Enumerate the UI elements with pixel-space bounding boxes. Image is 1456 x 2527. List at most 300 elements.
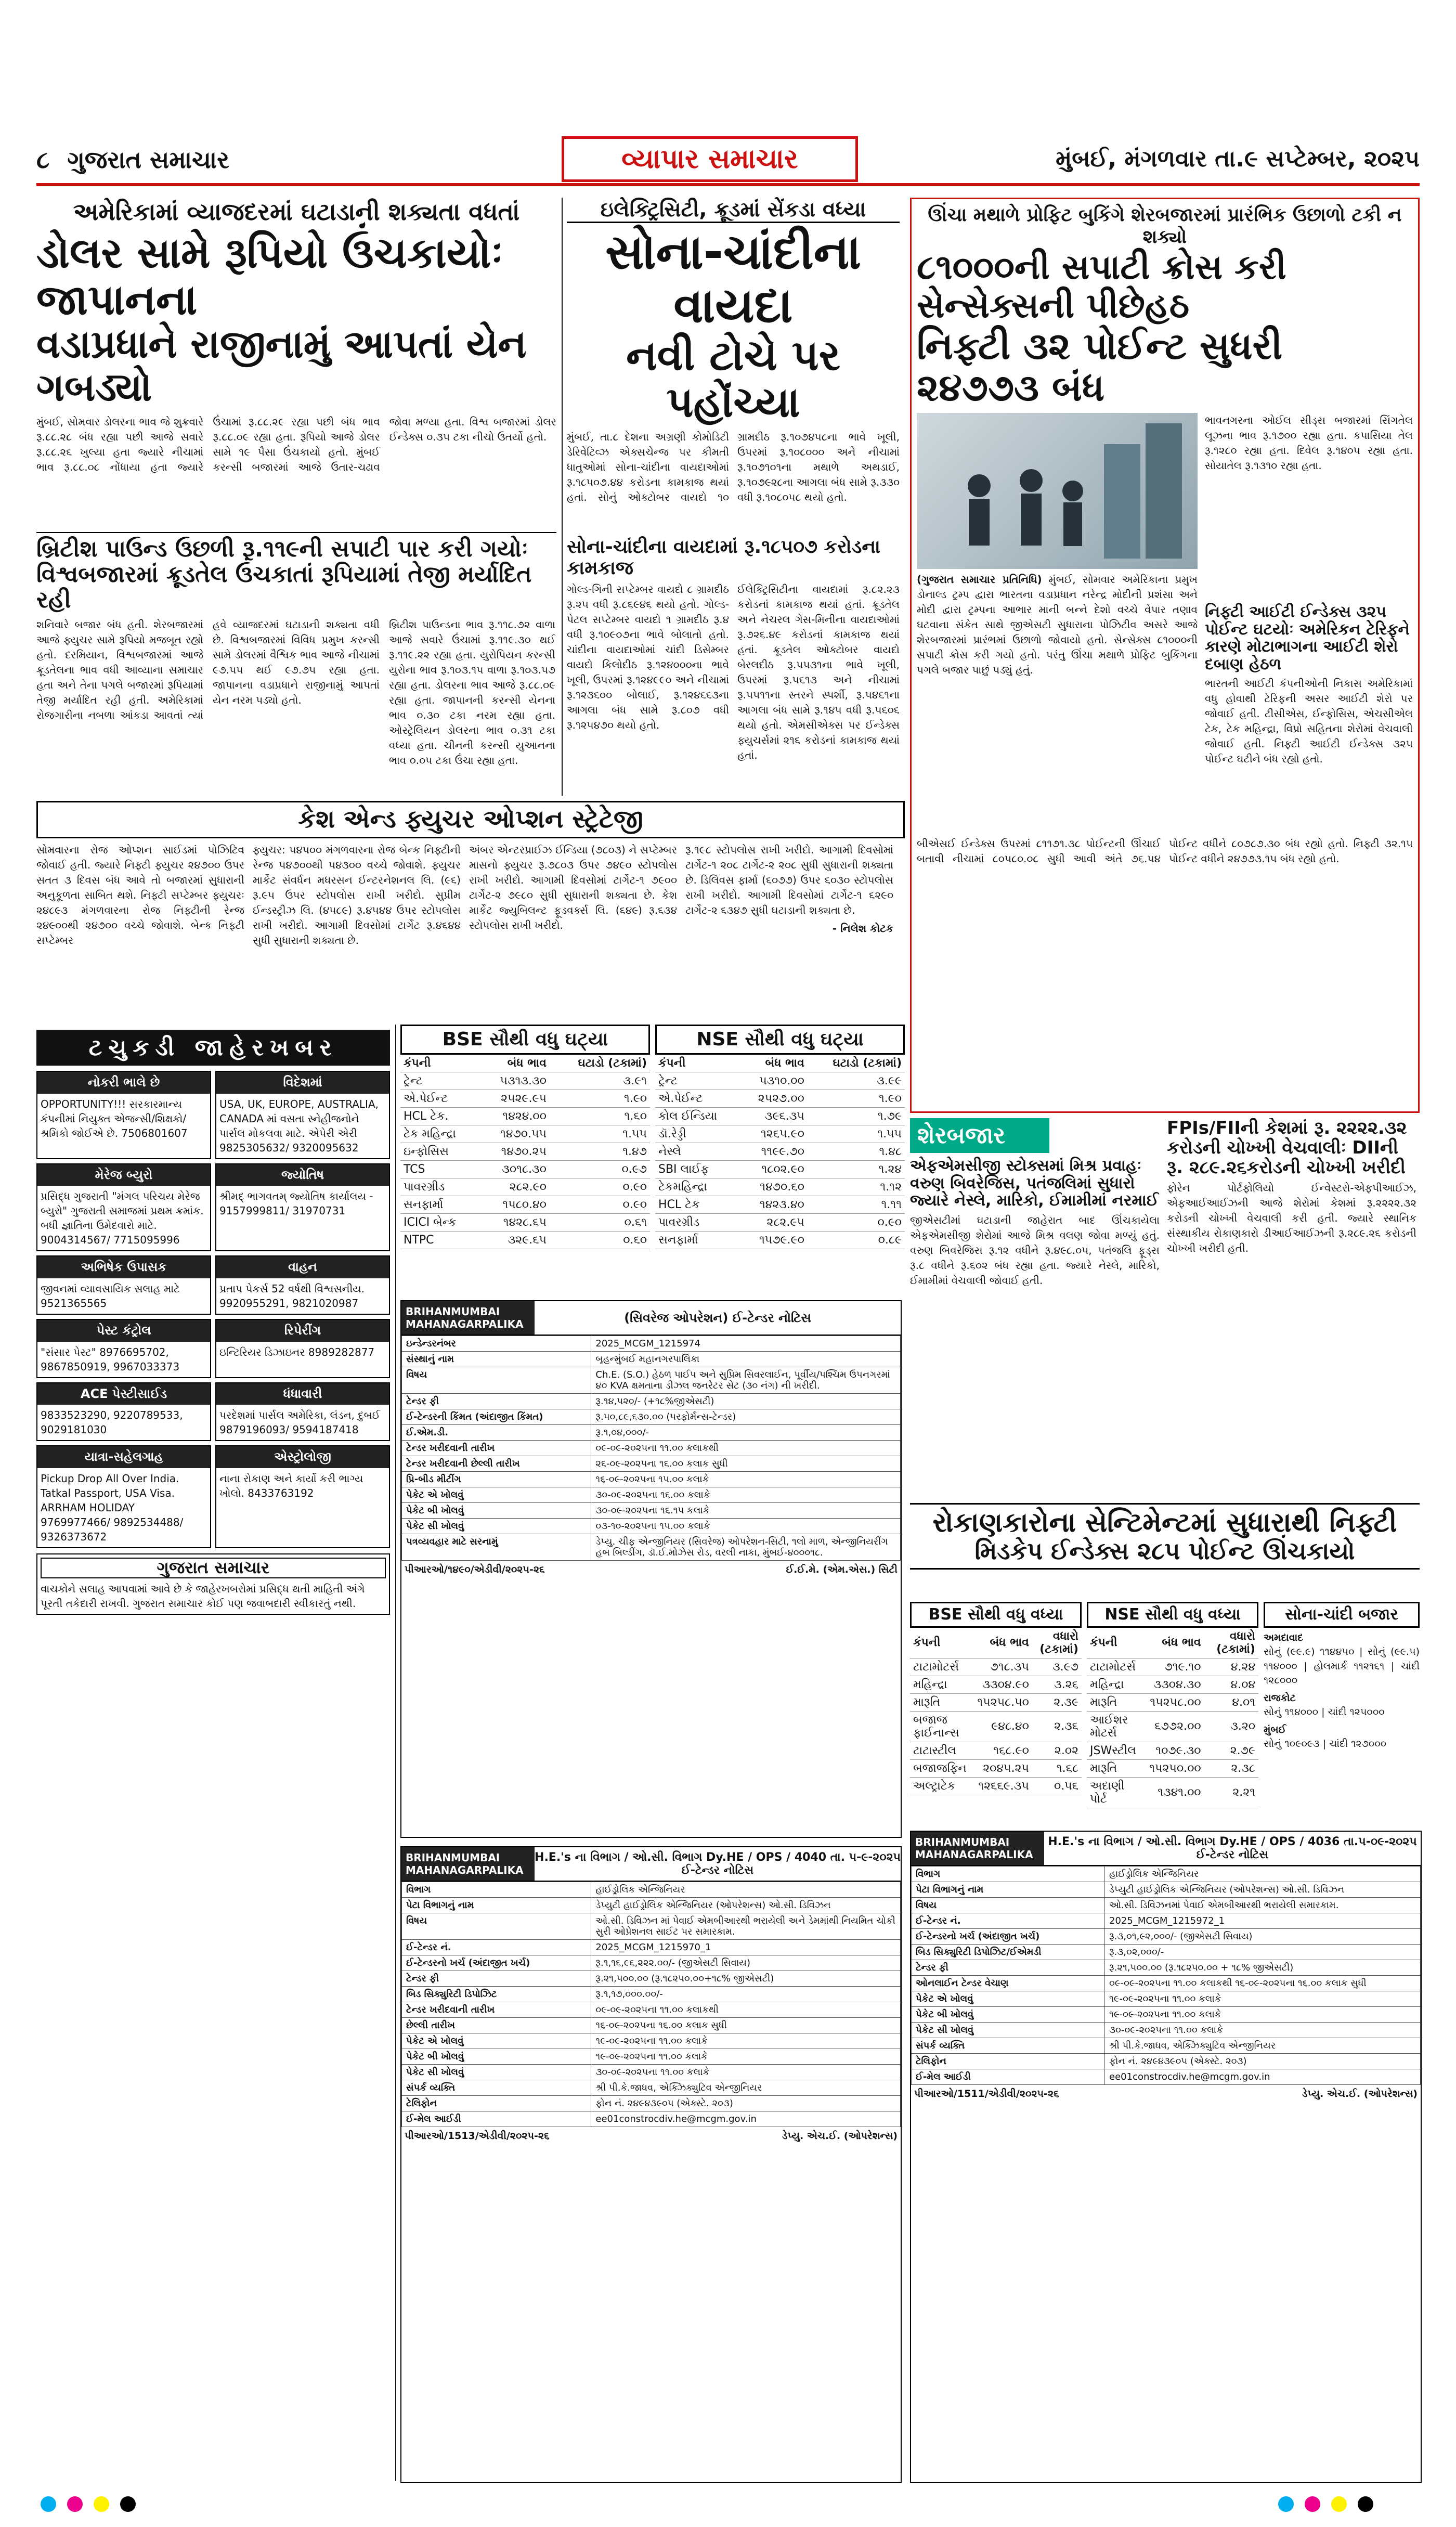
table-cell: ૧૫૮૦.૪૦ — [479, 1196, 549, 1214]
table-row — [400, 1161, 650, 1178]
tender-row — [912, 1976, 1421, 1991]
losers-table — [400, 1055, 650, 1249]
tender-value: રૂ.૧,૦૪,૦૦૦/- — [591, 1425, 901, 1441]
nse-losers-table — [655, 1025, 905, 1249]
tender-row — [402, 1472, 901, 1487]
tender-value: ફોન નં. ૨૪૯૪૩૯૦૫ (એક્સ્ટે. ૨૦૩) — [591, 2096, 901, 2111]
column-header: બંધ ભાવ — [739, 1055, 808, 1072]
table-cell: ૧૦૭૯.૩૦ — [1146, 1742, 1204, 1759]
classified-category: જ્યોતિષ — [216, 1164, 389, 1186]
page-number: ૮ — [36, 146, 50, 174]
bullion-rate: સોનું ૧૧૪૦૦૦ | ચાંદી ૧૨૫૦૦૦ — [1264, 1706, 1385, 1718]
story-headline-line2: નિફ્ટી ૩૨ પોઈન્ટ સુધરી ૨૪૭૭૩ બંધ — [917, 323, 1283, 410]
classified-ad — [36, 1071, 211, 1159]
tender-value: 2025_MCGM_1215970_1 — [591, 1940, 901, 1955]
classified-category: અભિષેક ઉપાસક — [37, 1256, 210, 1278]
table-cell: ૭૧૯.૧૦ — [1146, 1658, 1204, 1676]
table-row — [400, 1232, 650, 1249]
tender-row — [912, 1913, 1421, 1929]
table-cell: ૩૯૬.૩૫ — [739, 1108, 808, 1125]
tender-field: ઈ-ટેન્ડરનો ખર્ચ (અંદાજીત ખર્ચ) — [912, 1929, 1105, 1945]
tender-sign: ડેપ્યુ. એચ.ઈ. (ઓપરેશન્સ) — [782, 2130, 898, 2142]
story-subheadline: નિફ્ટી આઈટી ઈન્ડેક્સ ૩૨૫ પોઈન્ટ ઘટયોઃ અમેરિકન ટેરિફને કારણે મોટાભાગના આઈટી શેરો દબાણ હેઠળ — [1205, 603, 1410, 673]
story-headline-line1: સોના-ચાંદીના વાયદા — [567, 222, 900, 332]
banner-line1: રોકાણકારોના સેન્ટિમેન્ટમાં સુધારાથી નિફ્ટી — [932, 1507, 1397, 1538]
tender-value: ૦૯-૦૯-૨૦૨૫ના ૧૧.૦૦ કલાકથી — [591, 2002, 901, 2018]
column-header: કંપની — [910, 1628, 974, 1658]
story-headline-line1: ડોલર સામે રૂપિયો ઉંચકાયોઃ જાપાનના — [36, 229, 503, 324]
strategy-byline: - નિલેશ કોટક — [832, 922, 893, 935]
tender-row — [402, 1519, 901, 1534]
tender-field: પેકેટ સી ખોલવું — [402, 1519, 591, 1534]
table-cell: પાવરગ્રીડ — [655, 1214, 739, 1232]
table-cell: ૦.૯૦ — [808, 1214, 905, 1232]
table-row — [1087, 1711, 1258, 1742]
table-cell: ૪.૦૧ — [1204, 1693, 1258, 1711]
classifieds-section — [36, 1030, 390, 2481]
classified-text: USA, UK, EUROPE, AUSTRALIA, CANADA માં વસતા સ્નેહીજનોને પાર્સલ મોકલવા માટે. એપેરી એરી 9825305632/ 9320095632 — [219, 1097, 379, 1154]
story-headline-line1: ૮૧૦૦૦ની સપાટી ક્રોસ કરી સેન્સેક્સની પીછેહઠ — [917, 247, 1286, 326]
tender-row — [402, 2080, 901, 2096]
tender-value: શ્રી પી.કે.જાધવ, એક્ઝિક્યુટિવ એન્જીનિયર — [591, 2080, 901, 2096]
table-row — [655, 1072, 905, 1090]
table-cell: ૧૪૨૩.૪૦ — [739, 1196, 808, 1214]
table-cell: ટ્રેન્ટ — [400, 1072, 479, 1090]
tender-value: રૂ.૧,૧૭,૦૦૦.૦૦/- — [591, 1987, 901, 2002]
story-body: ફોરેન પોર્ટફોલિયો ઈન્વેસ્ટરો-એફપીઆઈઝ, એફઆઈઆઈઝની આજે શેરોમાં કેશમાં રૂ.૨૨૨૨.૩૨ કરોડની ચોખ્ખી વેચવાલી કરી હતી. જ્યારે સ્થાનિક સંસ્થાકીય રોકાણકારો ડીઆઈઆઈઝની રૂ.૨૮૯.૨૬ કરોડની ચોખ્ખી ખરીદી હતી. — [1167, 1182, 1416, 1255]
story-headline-line2: નવી ટોચે પર પહોંચ્યા — [626, 331, 840, 426]
table-cell: ૧૫૨૫૮.૦૦ — [1146, 1693, 1204, 1711]
tender-field: ટેન્ડર ફી — [912, 1960, 1105, 1976]
tender-row — [402, 2018, 901, 2033]
classified-category: એસ્ટ્રોલોજી — [216, 1446, 389, 1468]
tender-row — [912, 1882, 1421, 1898]
table-row — [400, 1108, 650, 1125]
classified-text: નાના રોકાણ અને કાર્યો કરી ભાગ્ય ખોલો. 8433763192 — [219, 1472, 363, 1499]
tender-row — [402, 1987, 901, 2002]
classified-category: પેસ્ટ કંટ્રોલ — [37, 1320, 210, 1342]
tender-row — [402, 1409, 901, 1425]
table-title: NSE સૌથી વધુ ઘટ્યા — [655, 1025, 905, 1055]
table-cell: ICICI બેન્ક — [400, 1214, 479, 1232]
table-cell: ૨૫૨૭.૦૦ — [739, 1090, 808, 1108]
strategy-column: અંબર એન્ટરપ્રાઈઝ ઈન્ડિયા (૭૮૦૩) ને સપ્ટેમ્બર માસનો ફ્યુચર રૂ.૭૮૦૩ ઉપર ૭૪૯૦ સ્ટોપલોસ રાખી ખરીદો. આગામી દિવસોમાં ટાર્ગેટ-૧ ૭૯૦૦ ટાર્ગેટ-૨ ૭૯૮૦ સુધી સુધારાની શક્યતા છે. કેશ માર્કેટ જ્યુબિલન્ટ ફૂડવર્ક્સ લિ. (૬૪૯) રૂ.૬૩૪ સ્ટોપલોસ રાખી ખરીદો. — [469, 843, 677, 931]
table-row — [655, 1196, 905, 1214]
column-header: વધારો (ટકામાં) — [1204, 1628, 1258, 1658]
classified-ad — [215, 1382, 390, 1442]
classified-ad — [36, 1319, 211, 1378]
table-row — [910, 1759, 1082, 1777]
tender-ref: પીઆરઓ/1513/એડીવી/૨૦૨૫-૨૬ — [405, 2130, 550, 2142]
table-cell: સનફાર્મા — [655, 1232, 739, 1249]
table-cell: મારૂતિ — [1087, 1759, 1146, 1777]
disclaimer-brand: ગુજરાત સમાચાર — [41, 1558, 386, 1578]
nse-gainers-table — [1087, 1602, 1258, 1808]
tender-field: બિડ સિક્યુરિટી ડિપોઝિટ/ઈએમડી — [912, 1945, 1105, 1960]
cyan-mark-icon — [41, 2496, 56, 2512]
table-row — [655, 1161, 905, 1178]
classified-text: શ્રીમદ્ ભાગવતમ્ જ્યોતિષ કાર્યાલય - 9157999811/ 31970731 — [219, 1190, 373, 1217]
story-body: મુંબઈ, તા.૮ દેશના અગ્રણી કોમોડિટી ડેરિવેટિવ્ઝ એક્સચેન્જ પર કીમતી ધાતુઓમાં સોના-ચાંદીના વાયદાઓમાં રૂ.૧૮૫૦૭.૪૪ કરોડના કામકાજ થયાં હતાં. સોનું ઓક્ટોબર વાયદો ૧૦ ગ્રામદીઠ રૂ.૧૦૭૪૫૮ના ભાવે ખૂલી, ઉપરમાં રૂ.૧૦૮૦૦૦ અને નીચામાં રૂ.૧૦૭૧૦૧ના મથાળે અથડાઈ, રૂ.૧૦૭૯૨૮ના આગલા બંધ સામે રૂ.૩૩૦ વધી રૂ.૧૦૮૦૫૮ થયો હતો. — [567, 431, 900, 504]
table-row — [910, 1676, 1082, 1693]
bullion-city: મુંબઈ — [1264, 1723, 1286, 1735]
gainers-table — [910, 1628, 1082, 1795]
tender-field: છેલ્લી તારીખ — [402, 2018, 591, 2033]
classified-category: મેરેજ બ્યુરો — [37, 1164, 210, 1186]
classified-category: યાત્રા-સહેલગાહ — [37, 1446, 210, 1468]
tender-row — [402, 1882, 901, 1898]
disclaimer-text: વાચકોને સલાહ આપવામાં આવે છે કે જાહેરખબરોમાં પ્રસિદ્ધ થતી માહિતી અંગે પૂરતી તકેદારી રાખવી. ગુજરાત સમાચાર કોઈ પણ જવાબદારી સ્વીકારતું નથી. — [41, 1582, 365, 1610]
column-header: વધારો (ટકામાં) — [1032, 1628, 1082, 1658]
table-cell: ૩૦૧૮.૩૦ — [479, 1161, 549, 1178]
table-cell: ૦.૯૦ — [550, 1178, 650, 1196]
table-cell: ૧.૫૫ — [550, 1125, 650, 1143]
table-cell: ટેક મહિન્દ્રા — [400, 1125, 479, 1143]
tender-row — [912, 1945, 1421, 1960]
story-paragraph: ગોલ્ડ-ગિની સપ્ટેમ્બર વાયદો ૮ ગ્રામદીઠ રૂ.૨૫ વધી રૂ.૮૬૯૪૬ થયો હતો. ગોલ્ડ-પેટલ સપ્ટેમ્બર વાયદો ૧ ગ્રામદીઠ રૂ.૪ વધી રૂ.૧૦૯૦૭ના ભાવે બોલાતો હતો. ચાંદીના વાયદાઓમાં ચાંદી ડિસેમ્બર વાયદો કિલોદીઠ રૂ.૧૨૪૦૦૦ના ભાવે ખૂલી, ઉપરમાં રૂ.૧૨૪૯૯૦ અને નીચામાં રૂ.૧૨૩૬૦૦ બોલાઈ, રૂ.૧૨૪૬૬૩ના આગલા બંધ સામે રૂ.૮૦૭ વધી રૂ.૧૨૫૪૭૦ થયો હતો. — [567, 582, 729, 731]
story-paragraph: ઈલેક્ટ્રિસિટીના વાયદામાં રૂ.૮૨.૨૩ કરોડનાં કામકાજ થયાં હતાં. ક્રૂડતેલ અને નેચરલ ગેસ-મિનીના વાયદાઓમાં રૂ.૭૨૬.૪૯ કરોડનાં કામકાજ થયાં હતાં. ક્રૂડતેલ ઓક્ટોબર વાયદો બેરલદીઠ રૂ.૫૫૩૧ના ભાવે ખૂલી, ઉપરમાં રૂ.૫૬૧૩ અને નીચામાં રૂ.૫૫૧૧ના સ્તરને સ્પર્શી, રૂ.૫૪૬૧ના આગલા બંધ સામે રૂ.૧૪૫ વધી રૂ.૫૬૦૬ થયો હતો. એમસીએક્સ પર ઈન્ડેક્સ ફ્યુચર્સમાં ૨૧૬ કરોડનાં કામકાજ થયાં હતાં. — [737, 582, 900, 761]
tender-value: ડેપ્યુ. ચીફ એન્જીનિયર (સિવરેજ) ઓપરેશન-સિટી, ૧લો માળ, એન્જીનિયરીંગ હબ બિલ્ડીંગ, ડૉ.ઈ.મોઝેસ રોડ, વરલી નાકા, મુંબઈ-૪૦૦૦૧૮. — [591, 1534, 901, 1561]
table-cell: TCS — [400, 1161, 479, 1178]
table-cell: SBI લાઈફ — [655, 1161, 739, 1178]
table-cell: ૦.૫૬ — [1032, 1777, 1082, 1795]
tender-row — [912, 1929, 1421, 1945]
table-cell: HCL ટેક. — [400, 1108, 479, 1125]
bullion-body — [1264, 1631, 1420, 1752]
tender-value: ૦૯-૦૯-૨૦૨૫ના ૧૧.૦૦ કલાકથી — [591, 1441, 901, 1456]
tender-row — [402, 1487, 901, 1503]
table-cell: ૧૬૮.૯૦ — [974, 1742, 1032, 1759]
tender-field: સંપર્ક વ્યક્તિ — [912, 2038, 1105, 2054]
table-cell: બજાજફિન — [910, 1759, 974, 1777]
story-kicker: ઇલેક્ટ્રિસિટી, ક્રૂડમાં સેંકડા વધ્યા — [600, 198, 866, 222]
table-cell: મારૂતિ — [910, 1693, 974, 1711]
tender-value: ૩૦-૦૯-૨૦૨૫ના ૧૧.૦૦ કલાકે — [1105, 2023, 1421, 2038]
story-subheadline: સોના-ચાંદીના વાયદામાં રૂ.૧૮૫૦૭ કરોડના કામકાજ — [567, 536, 880, 579]
table-cell: ૨૦૪૫.૨૫ — [974, 1759, 1032, 1777]
table-row — [400, 1178, 650, 1196]
tender-value: ૩૦-૦૯-૨૦૨૫ના ૧૬.૦૦ કલાકે — [591, 1487, 901, 1503]
classified-ad — [215, 1255, 390, 1315]
story-bullion — [567, 198, 900, 785]
tender-row — [912, 1898, 1421, 1913]
classifieds-grid — [36, 1071, 390, 1548]
tender-field: વિષય — [402, 1913, 591, 1940]
tender-table — [401, 1882, 901, 2127]
tender-field: ઈ-ટેન્ડરની કિંમત (અંદાજીત કિંમત) — [402, 1409, 591, 1425]
strategy-column: ફ્યુચર: ૫૪૫૦૦ મંગળવારના રોજ બેન્ક નિફ્ટીની રેન્જ ૫૪૭૦૦થી ૫૪૩૦૦ વચ્ચે જોવાશે. ફ્યુચર માર્કેટ સંવર્ધન મધરસન ઈન્ટરનેશનલ લિ. (૯૬) રૂ.૯૫ ઉપર સ્ટોપલોસ રાખી ખરીદો. સુપ્રીમ ઈન્ડસ્ટ્રીઝ લિ. (૪૫૮૯) રૂ.૪૫૪૪ ઉપર સ્ટોપલોસ રાખી ખરીદો. આગામી દિવસોમાં ટાર્ગેટ રૂ.૪૬૪૪ સુધી સુધારાની શક્યતા છે. — [253, 843, 461, 947]
classified-text: Pickup Drop All Over India. Tatkal Passport, USA Visa. ARRHAM HOLIDAY 9769977466/ 9892534488/ 9326373672 — [41, 1472, 184, 1543]
tender-value: ડેપ્યુટી હાઈડ્રોલિક એન્જિનિયર (ઓપરેશન્સ) ઓ.સી. ડિવિઝન — [1105, 1882, 1421, 1898]
photo-caption: (ગુજરાત સમાચાર પ્રતિનિધિ) — [917, 573, 1042, 586]
table-cell: ૧૪૭૦.૬૦ — [739, 1178, 808, 1196]
table-row — [400, 1072, 650, 1090]
table-cell: એ.પેઈન્ટ — [655, 1090, 739, 1108]
story-sensex — [910, 198, 1420, 1113]
table-cell: મારૂતિ — [1087, 1693, 1146, 1711]
table-cell: ૧.૯૦ — [808, 1090, 905, 1108]
tender-value: હાઈડ્રોલિક એન્જિનિયર — [591, 1882, 901, 1898]
table-cell: ૦.૮૯ — [808, 1232, 905, 1249]
table-cell: ૩૨૯.૬૫ — [479, 1232, 549, 1249]
tender-value: ફોન નં. ૨૪૯૪૩૯૦૫ (એક્સ્ટે. ૨૦૩) — [1105, 2054, 1421, 2069]
tender-org: BRIHANMUMBAI MAHANAGARPALIKA — [401, 1847, 535, 1881]
table-cell: ૧.૬૮ — [1032, 1759, 1082, 1777]
table-cell: ૦.૯૦ — [550, 1196, 650, 1214]
tender-field: ઈ-ટેન્ડર નં. — [402, 1940, 591, 1955]
strategy-title: કેશ એન્ડ ફ્યુચર ઓપ્શન સ્ટ્રેટેજી — [36, 801, 905, 838]
column-header: ઘટાડો (ટકામાં) — [808, 1055, 905, 1072]
story-body: બીએસઈ ઈન્ડેક્સ ઉપરમાં ૮૧૧૭૧.૩૮ પોઈન્ટની ઊંચાઈ બતાવી નીચામાં ૮૦૫૮૦.૦૮ સુધી આવી અંતે ૭૬.૫૪ પોઈન્ટ વધીને ૮૦૭૮૭.૩૦ બંધ રહ્યો હતો. નિફ્ટી ૩૨.૧૫ પોઈન્ટ વધીને ૨૪૭૭૩.૧૫ બંધ રહ્યો હતો. — [917, 837, 1413, 865]
story-body: ભારતની આઈટી કંપનીઓની નિકાસ અમેરિકામાં વધુ હોવાથી ટેરિફની અસર આઈટી શેરો પર જોવાઈ હતી. ટીસીએસ, ઈન્ફોસિસ, એચસીએલ ટેક, ટેક મહિન્દ્રા, વિપ્રો સહિતના શેરોમાં વેચવાલી જોવાઈ હતી. નિફ્ટી આઈટી ઈન્ડેક્સ ૩૨૫ પોઈન્ટ ઘટીને બંધ રહ્યો હતો. — [1205, 677, 1413, 766]
tender-value: ઓ.સી. ડિવિઝનમાં પેવાઈ એમબીઆરથી ભરાયેલી સમારકામ. — [1105, 1898, 1421, 1913]
table-cell: ૧.૧૨ — [808, 1178, 905, 1196]
bse-losers-table — [400, 1025, 650, 1249]
tender-row — [912, 1991, 1421, 2007]
story-subheadline: FPIs/FIIની કેશમાં રૂ. ૨૨૨૨.૩૨ કરોડની ચોખ્ખી વેચવાલીઃ DIIની રૂ. ૨૮૯.૨૬કરોડની ચોખ્ખી ખરીદી — [1167, 1118, 1407, 1178]
table-cell: ૩.૯૯ — [808, 1072, 905, 1090]
tender-value: ૦૩-૧૦-૨૦૨૫ના ૧૫.૦૦ કલાકે — [591, 1519, 901, 1534]
bullion-city: અમદાવાદ — [1264, 1631, 1303, 1643]
story-headline-line2: વડાપ્રધાને રાજીનામું આપતાં યેન ગબડ્યો — [36, 322, 527, 410]
story-subheadline: એફએમસીજી સ્ટોક્સમાં મિશ્ર પ્રવાહઃ વરુણ બિવરેજિસ, પતંજલિમાં સુધારો જ્યારે નેસ્લે, મારિકો, ઈમામીમાં નરમાઈ — [910, 1157, 1159, 1210]
column-rule — [395, 1025, 396, 2481]
tender-value: બૃહન્મુંબઈ મહાનગરપાલિકા — [591, 1352, 901, 1367]
tender-value: ૧૯-૦૯-૨૦૨૫ના ૧૧.૦૦ કલાકે — [591, 2033, 901, 2049]
classified-category: ધંધાવારી — [216, 1383, 389, 1405]
table-cell: નેસ્લે — [655, 1143, 739, 1161]
yellow-mark-icon — [94, 2496, 109, 2512]
table-row — [400, 1143, 650, 1161]
tender-value: રૂ.૨૧,૫૦૦.૦૦ (રૂ.૧૮૨૫૦.૦૦+૧૮% જીએસટી) — [591, 1971, 901, 1987]
tender-value: ડેપ્યુટી હાઈડ્રોલિક એન્જિનિયર (ઓપરેશન્સ) ઓ.સી. ડિવિઝન — [591, 1898, 901, 1913]
table-cell: ૧૫૨૫૮.૫૦ — [974, 1693, 1032, 1711]
classified-text: પરદેશમાં પાર્સલ અમેરિકા, લંડન, દુબઈ 9879196093/ 9594187418 — [219, 1409, 381, 1436]
tender-value: ૨૬-૦૯-૨૦૨૫ના ૧૬.૦૦ કલાક સુધી — [591, 1456, 901, 1472]
table-cell: ૧૪૭૦.૫૫ — [479, 1125, 549, 1143]
classified-ad — [36, 1163, 211, 1252]
tender-field: ઈ-મેલ આઈડી — [402, 2111, 591, 2127]
table-cell: ૩૩૦૪.૩૦ — [1146, 1676, 1204, 1693]
column-header: બંધ ભાવ — [1146, 1628, 1204, 1658]
tender-org: BRIHANMUMBAI MAHANAGARPALIKA — [401, 1301, 535, 1334]
table-cell: ૬૭૭૨.૦૦ — [1146, 1711, 1204, 1742]
table-cell: ૭૧૮.૩૫ — [974, 1658, 1032, 1676]
classified-text: OPPORTUNITY!!! સરકારમાન્ય કંપનીમાં નિયુક્ત એજન્સી/શિક્ષકો/શ્રમિકો જોઈએ છે. 7506801607 — [41, 1097, 188, 1139]
table-cell: મહિન્દ્રા — [1087, 1676, 1146, 1693]
table-title: BSE સૌથી વધુ વધ્યા — [910, 1602, 1082, 1628]
sherbazar-section — [910, 1118, 1420, 1498]
tender-field: ટેન્ડર ફી — [402, 1971, 591, 1987]
table-cell: ટાટામોટર્સ — [1087, 1658, 1146, 1676]
tender-value: રૂ.૨૧,૫૦૦.૦૦ (રૂ.૧૮૨૫૦.૦૦ + ૧૮% જીએસટી) — [1105, 1960, 1421, 1976]
tender-field: વિભાગ — [912, 1867, 1105, 1882]
tender-table — [401, 1336, 901, 1561]
tender-ref: પીઆરઓ/1511/એડીવી/૨૦૨૫-૨૬ — [914, 2088, 1059, 2100]
classifieds-disclaimer — [36, 1553, 390, 1615]
strategy-column — [685, 843, 893, 1014]
column-header: કંપની — [655, 1055, 739, 1072]
bullion-rate: સોનું (૯૯.૯) ૧૧૪૪૫૦ | સોનું (૯૯.૫) ૧૧૪૦૦૦ | હોલમાર્ક ૧૧૨૧૬૧ | ચાંદી ૧૨૮૦૦૦ — [1264, 1646, 1420, 1687]
table-row — [1087, 1759, 1258, 1777]
table-cell: ૧.૬૦ — [550, 1108, 650, 1125]
table-cell: ૨૮૨.૯૫ — [739, 1214, 808, 1232]
table-row — [655, 1108, 905, 1125]
story-kicker: અમેરિકામાં વ્યાજદરમાં ઘટાડાની શક્યતા વધતાં — [73, 198, 520, 226]
table-cell: એ.પેઈન્ટ — [400, 1090, 479, 1108]
tender-row — [402, 1425, 901, 1441]
table-row — [1087, 1742, 1258, 1759]
table-cell: ૧.૨૪ — [808, 1161, 905, 1178]
table-cell: ૦.૬૧ — [550, 1214, 650, 1232]
tender-value: રૂ.૩,૦૨,૦૦૦/- — [1105, 1945, 1421, 1960]
tender-row — [402, 1534, 901, 1561]
tender-title: H.E.'s ના વિભાગ / ઓ.સી. વિભાગ Dy.HE / OPS / 4036 તા.૫-૦૯-૨૦૨૫ ઈ-ટેન્ડર નોટિસ — [1048, 1835, 1417, 1861]
table-row — [910, 1777, 1082, 1795]
table-cell: ૧૨૬૫.૯૦ — [739, 1125, 808, 1143]
print-registration-marks — [36, 2496, 140, 2514]
tender-title: H.E.'s ના વિભાગ / ઓ.સી. વિભાગ Dy.HE / OPS / 4040 તા. ૫-૯-૨૦૨૫ ઈ-ટેન્ડર નોટિસ — [535, 1851, 901, 1877]
tender-value: ૧૯-૦૯-૨૦૨૫ના ૧૧.૦૦ કલાકે — [591, 2049, 901, 2065]
magenta-mark-icon — [1305, 2496, 1320, 2512]
story-rupee — [36, 198, 556, 794]
table-cell: ૯૪૮.૪૦ — [974, 1711, 1032, 1742]
tender-row — [402, 1336, 901, 1352]
tender-field: સંપર્ક વ્યક્તિ — [402, 2080, 591, 2096]
column-header: બંધ ભાવ — [974, 1628, 1032, 1658]
tender-field: પેકેટ એ ખોલવું — [402, 2033, 591, 2049]
tender-value: ૧૬-૦૯-૨૦૨૫ના ૧૫.૦૦ કલાકે — [591, 1472, 901, 1487]
story-body: જીએસટીમાં ઘટાડાની જાહેરાત બાદ ઊંચકાયેલા એફએમસીજી શેરોમાં આજે મિશ્ર વલણ જોવા મળ્યું હતું. વરુણ બિવરેજિસ રૂ.૧૨ વધીને રૂ.૪૯૮.૦૫, પતંજલિ ફૂડ્સ રૂ.૮ વધીને રૂ.૬૦૨ બંધ રહ્યા હતા. જ્યારે નેસ્લે, મારિકો, ઈમામીમાં વેચવાલી જોવાઈ હતી. — [910, 1213, 1160, 1287]
header-rule — [36, 183, 1420, 186]
table-cell: ૨.૨૧ — [1204, 1777, 1258, 1808]
table-cell: ૧.૭૯ — [808, 1108, 905, 1125]
tender-row — [402, 1898, 901, 1913]
classified-category: રિપેરીંગ — [216, 1320, 389, 1342]
cash-futures-strategy — [36, 801, 905, 1019]
tender-value: ૩૦-૦૯-૨૦૨૫ના ૧૬.૧૫ કલાકે — [591, 1503, 901, 1519]
classified-ad — [215, 1071, 390, 1159]
table-cell: ટાટાસ્ટીલ — [910, 1742, 974, 1759]
table-row — [910, 1742, 1082, 1759]
midcap-banner — [910, 1503, 1420, 1570]
story-body: શનિવારે બજાર બંધ હતી. શેરબજારમાં આજે ફ્યુચર સામે રૂપિયો મજબૂત રહ્યો હતો. દરમિયાન, વિશ્વબજારમાં આજે ક્રૂડતેલના ભાવ વધી આવ્યાના સમાચાર હતા અને તેના પગલે બજારમાં રૂપિયામાં તેજી મર્યાદિત રહી હતી. અમેરિકામાં રોજગારીના નબળા આંકડા આવતાં ત્યાં હવે વ્યાજદરમાં ઘટાડાની શક્યતા વધી છે. વિશ્વબજારમાં વિવિધ પ્રમુખ કરન્સી સામે ડોલરમાં વૈશ્વિક ભાવ આજે નીચામાં ૯૭.૫૫ થઈ ૯૭.૭૫ રહ્યા હતા. જાપાનના વડાપ્રધાને રાજીનામું આપતાં યેન નરમ પડ્યો હતો. — [36, 618, 380, 721]
table-cell: સનફાર્મા — [400, 1196, 479, 1214]
tender-row — [402, 2065, 901, 2080]
tender-field: વિષય — [402, 1367, 591, 1394]
story-body: ભાવનગરના ઓઈલ સીડ્સ બજારમાં સિંગતેલ લૂઝના ભાવ રૂ.૧૭૦૦ રહ્યા હતા. કપાસિયા તેલ રૂ.૧૨૮૦ રહ્યા હતા. દિવેલ રૂ.૧૪૦૫ રહ્યા હતા. સોયાતેલ રૂ.૧૩૧૦ રહ્યા હતા. — [1205, 414, 1413, 472]
tender-field: વિભાગ — [402, 1882, 591, 1898]
table-cell: ૧૫૨૫૦.૦૦ — [1146, 1759, 1204, 1777]
tender-field: પેકેટ બી ખોલવું — [912, 2007, 1105, 2023]
tender-field: ઈ-ટેન્ડરનો ખર્ચ (અંદાજીત ખર્ચ) — [402, 1955, 591, 1971]
tender-row — [912, 1960, 1421, 1976]
tender-value: ૧૬-૦૯-૨૦૨૫ના ૧૬.૦૦ કલાક સુધી — [591, 2018, 901, 2033]
story-kicker: ઊંચા મથાળે પ્રોફિટ બુકિંગે શેરબજારમાં પ્રારંભિક ઉછાળો ટકી ન શક્યો — [928, 204, 1402, 248]
table-cell: ૩૩૦૪.૯૦ — [974, 1676, 1032, 1693]
table-row — [910, 1711, 1082, 1742]
tender-field: પેકેટ બી ખોલવું — [402, 1503, 591, 1519]
tender-value: હાઈડ્રોલિક એન્જિનિયર — [1105, 1867, 1421, 1882]
tender-value: ૧૯-૦૯-૨૦૨૫ના ૧૧.૦૦ કલાકે — [1105, 1991, 1421, 2007]
column-header: બંધ ભાવ — [479, 1055, 549, 1072]
tender-value: ૩૦-૦૯-૨૦૨૫ના ૧૧.૦૦ કલાકે — [591, 2065, 901, 2080]
story-body: બ્રિટીશ પાઉન્ડના ભાવ રૂ.૧૧૮.૭૨ વાળા આજે સવારે ઉંચામાં રૂ.૧૧૯.૩૦ થઈ રૂ.૧૧૯.૨૨ રહ્યા હતા. યુરોપિયન કરન્સી યુરોના ભાવ રૂ.૧૦૩.૧૫ વાળા રૂ.૧૦૩.૫૭ રહ્યા હતા. ડોલરના ભાવ આજે રૂ.૮૮.૦૯ રહ્યા હતા. જાપાનની કરન્સી યેનના ભાવ ૦.૩૦ ટકા નરમ રહ્યા હતા. ઓસ્ટ્રેલિયન ડોલરના ભાવ ૦.૩૧ ટકા વધ્યા હતા. ચીનની કરન્સી યુઆનના ભાવ ૦.૦૫ ટકા ઉંચા રહ્યા હતા. — [389, 618, 555, 767]
table-row — [910, 1693, 1082, 1711]
table-row — [655, 1125, 905, 1143]
table-row — [655, 1090, 905, 1108]
tender-field: ટેન્ડર ફી — [402, 1394, 591, 1409]
table-cell: ૫૩૧૦.૦૦ — [739, 1072, 808, 1090]
tender-row — [402, 1441, 901, 1456]
tender-row — [402, 2111, 901, 2127]
table-row — [1087, 1658, 1258, 1676]
tender-field: ટેલિફોન — [402, 2096, 591, 2111]
tender-field: ટેન્ડર ખરીદવાની તારીખ — [402, 2002, 591, 2018]
table-cell: ૧૮૦૨.૯૦ — [739, 1161, 808, 1178]
bullion-city: રાજકોટ — [1264, 1692, 1296, 1704]
classified-ad — [215, 1319, 390, 1378]
tender-row — [402, 2049, 901, 2065]
table-cell: અદાણી પોર્ટ — [1087, 1777, 1146, 1808]
tender-row — [912, 2007, 1421, 2023]
table-cell: ટાટામોટર્સ — [910, 1658, 974, 1676]
losers-table — [655, 1055, 905, 1249]
strategy-text: રૂ.૧૯૮ સ્ટોપલોસ રાખી ખરીદો. આગામી દિવસોમાં ટાર્ગેટ-૧ ૨૦૮ ટાર્ગેટ-૨ ૨૦૮ સુધી સુધારાની શક્યતા છે. ડિલિવસ ફાર્મા (૬૦૭૭) ઉપર ૬૦૩૦ સ્ટોપલોસ રાખી ખરીદો. આગામી દિવસોમાં ટાર્ગેટ-૧ ૬૨૯૦ ટાર્ગેટ-૨ ૬૩૪૭ સુધી ઘટાડાની શક્યતા છે. — [685, 843, 893, 916]
section-title: વ્યાપાર સમાચાર — [562, 136, 858, 182]
tender-row — [912, 2023, 1421, 2038]
dateline: મુંબઈ, મંગળવાર તા.૯ સપ્ટેમ્બર, ૨૦૨૫ — [1056, 146, 1420, 172]
tender-value: ઓ.સી. ડિવિઝન માં પેવાઈ એમબીઆરથી ભરાયેલી અને ડેમમાંથી નિયમિત ચોકી સુરી ઓપ્રેશનલ સાઈટ પર સમારકામ. — [591, 1913, 901, 1940]
classified-ad — [36, 1445, 211, 1548]
story-body — [917, 572, 1198, 811]
tender-row — [912, 2069, 1421, 2085]
tender-field: વિષય — [912, 1898, 1105, 1913]
table-row — [655, 1232, 905, 1249]
tender-row — [402, 2002, 901, 2018]
story-text: મુંબઈ, સોમવાર અમેરિકાના પ્રમુખ ડોનાલ્ડ ટ્રમ્પ દ્વારા ભારતના વડાપ્રધાન નરેન્દ્ર મોદીની પ્રશંસા અને મોદી દ્વારા ટ્રમ્પના આભાર માની બન્ને દેશો વચ્ચે વેપાર તણાવ ઘટવાના સંકેત સાથે જીએસટી સુધારાના પોઝિટીવ અસરે આજે શેરબજારમાં પ્રારંભમાં ઉછાળો જોવાયો હતો. સેન્સેક્સ ૮૧૦૦૦ની સપાટી ક્રોસ કરી ગયો હતો. પરંતુ ઊંચા મથાળે પ્રોફિટ બુકિંગના પગલે બજાર પાછું પડ્યું હતું. — [917, 573, 1198, 677]
table-row — [1087, 1777, 1258, 1808]
table-cell: ૨.૩૬ — [1032, 1711, 1082, 1742]
column-header: ઘટાડો (ટકામાં) — [550, 1055, 650, 1072]
business-people-icon — [917, 413, 1198, 569]
tender-sign: ડેપ્યુ. એચ.ઈ. (ઓપરેશન્સ) — [1302, 2088, 1418, 2100]
table-row — [400, 1125, 650, 1143]
page-number-and-masthead — [36, 146, 229, 175]
classified-text: "સંસાર પેસ્ટ" 8976695702, 9867850919, 9967033373 — [41, 1345, 180, 1373]
table-row — [1087, 1676, 1258, 1693]
table-row — [655, 1143, 905, 1161]
tender-ref: પીઆરઓ/૧૪૯૦/એડીવી/૨૦૨૫-૨૬ — [405, 1564, 545, 1575]
classified-category: વિદેશમાં — [216, 1072, 389, 1094]
tender-value: Ch.E. (S.O.) હેઠળ પાઈપ અને સુપ્રિમ સિવરલાઈન, પૂર્વીય/પશ્ચિમ ઉપનગરમાં ૪૦ KVA ક્ષમતાના ડીઝલ જનરેટર સેટ (૩૦ નંગ) ની ખરીદી. — [591, 1367, 901, 1394]
table-cell: ૧.૧૧ — [808, 1196, 905, 1214]
table-cell: ૧૧૯૯.૭૦ — [739, 1143, 808, 1161]
table-cell: ડૉ.રેડ્ડી — [655, 1125, 739, 1143]
table-cell: ૨.૩૮ — [1204, 1759, 1258, 1777]
classified-ad — [36, 1255, 211, 1315]
tender-field: બિડ સિક્યુરિટી ડિપોઝિટ — [402, 1987, 591, 2002]
table-cell: અલ્ટ્રાટેક — [910, 1777, 974, 1795]
table-cell: ૩.૨૦ — [1204, 1711, 1258, 1742]
tender-field: ઈ.એમ.ડી. — [402, 1425, 591, 1441]
table-cell: ૦.૯૭ — [550, 1161, 650, 1178]
classifieds-title: ટચુકડી જાહેરખબર — [36, 1030, 390, 1066]
table-cell: ૧.૯૦ — [550, 1090, 650, 1108]
tender-field: ઈ-ટેન્ડર નં. — [912, 1913, 1105, 1929]
cyan-mark-icon — [1278, 2496, 1294, 2512]
tender-field: પ્રિ-બીડ મીટીંગ — [402, 1472, 591, 1487]
